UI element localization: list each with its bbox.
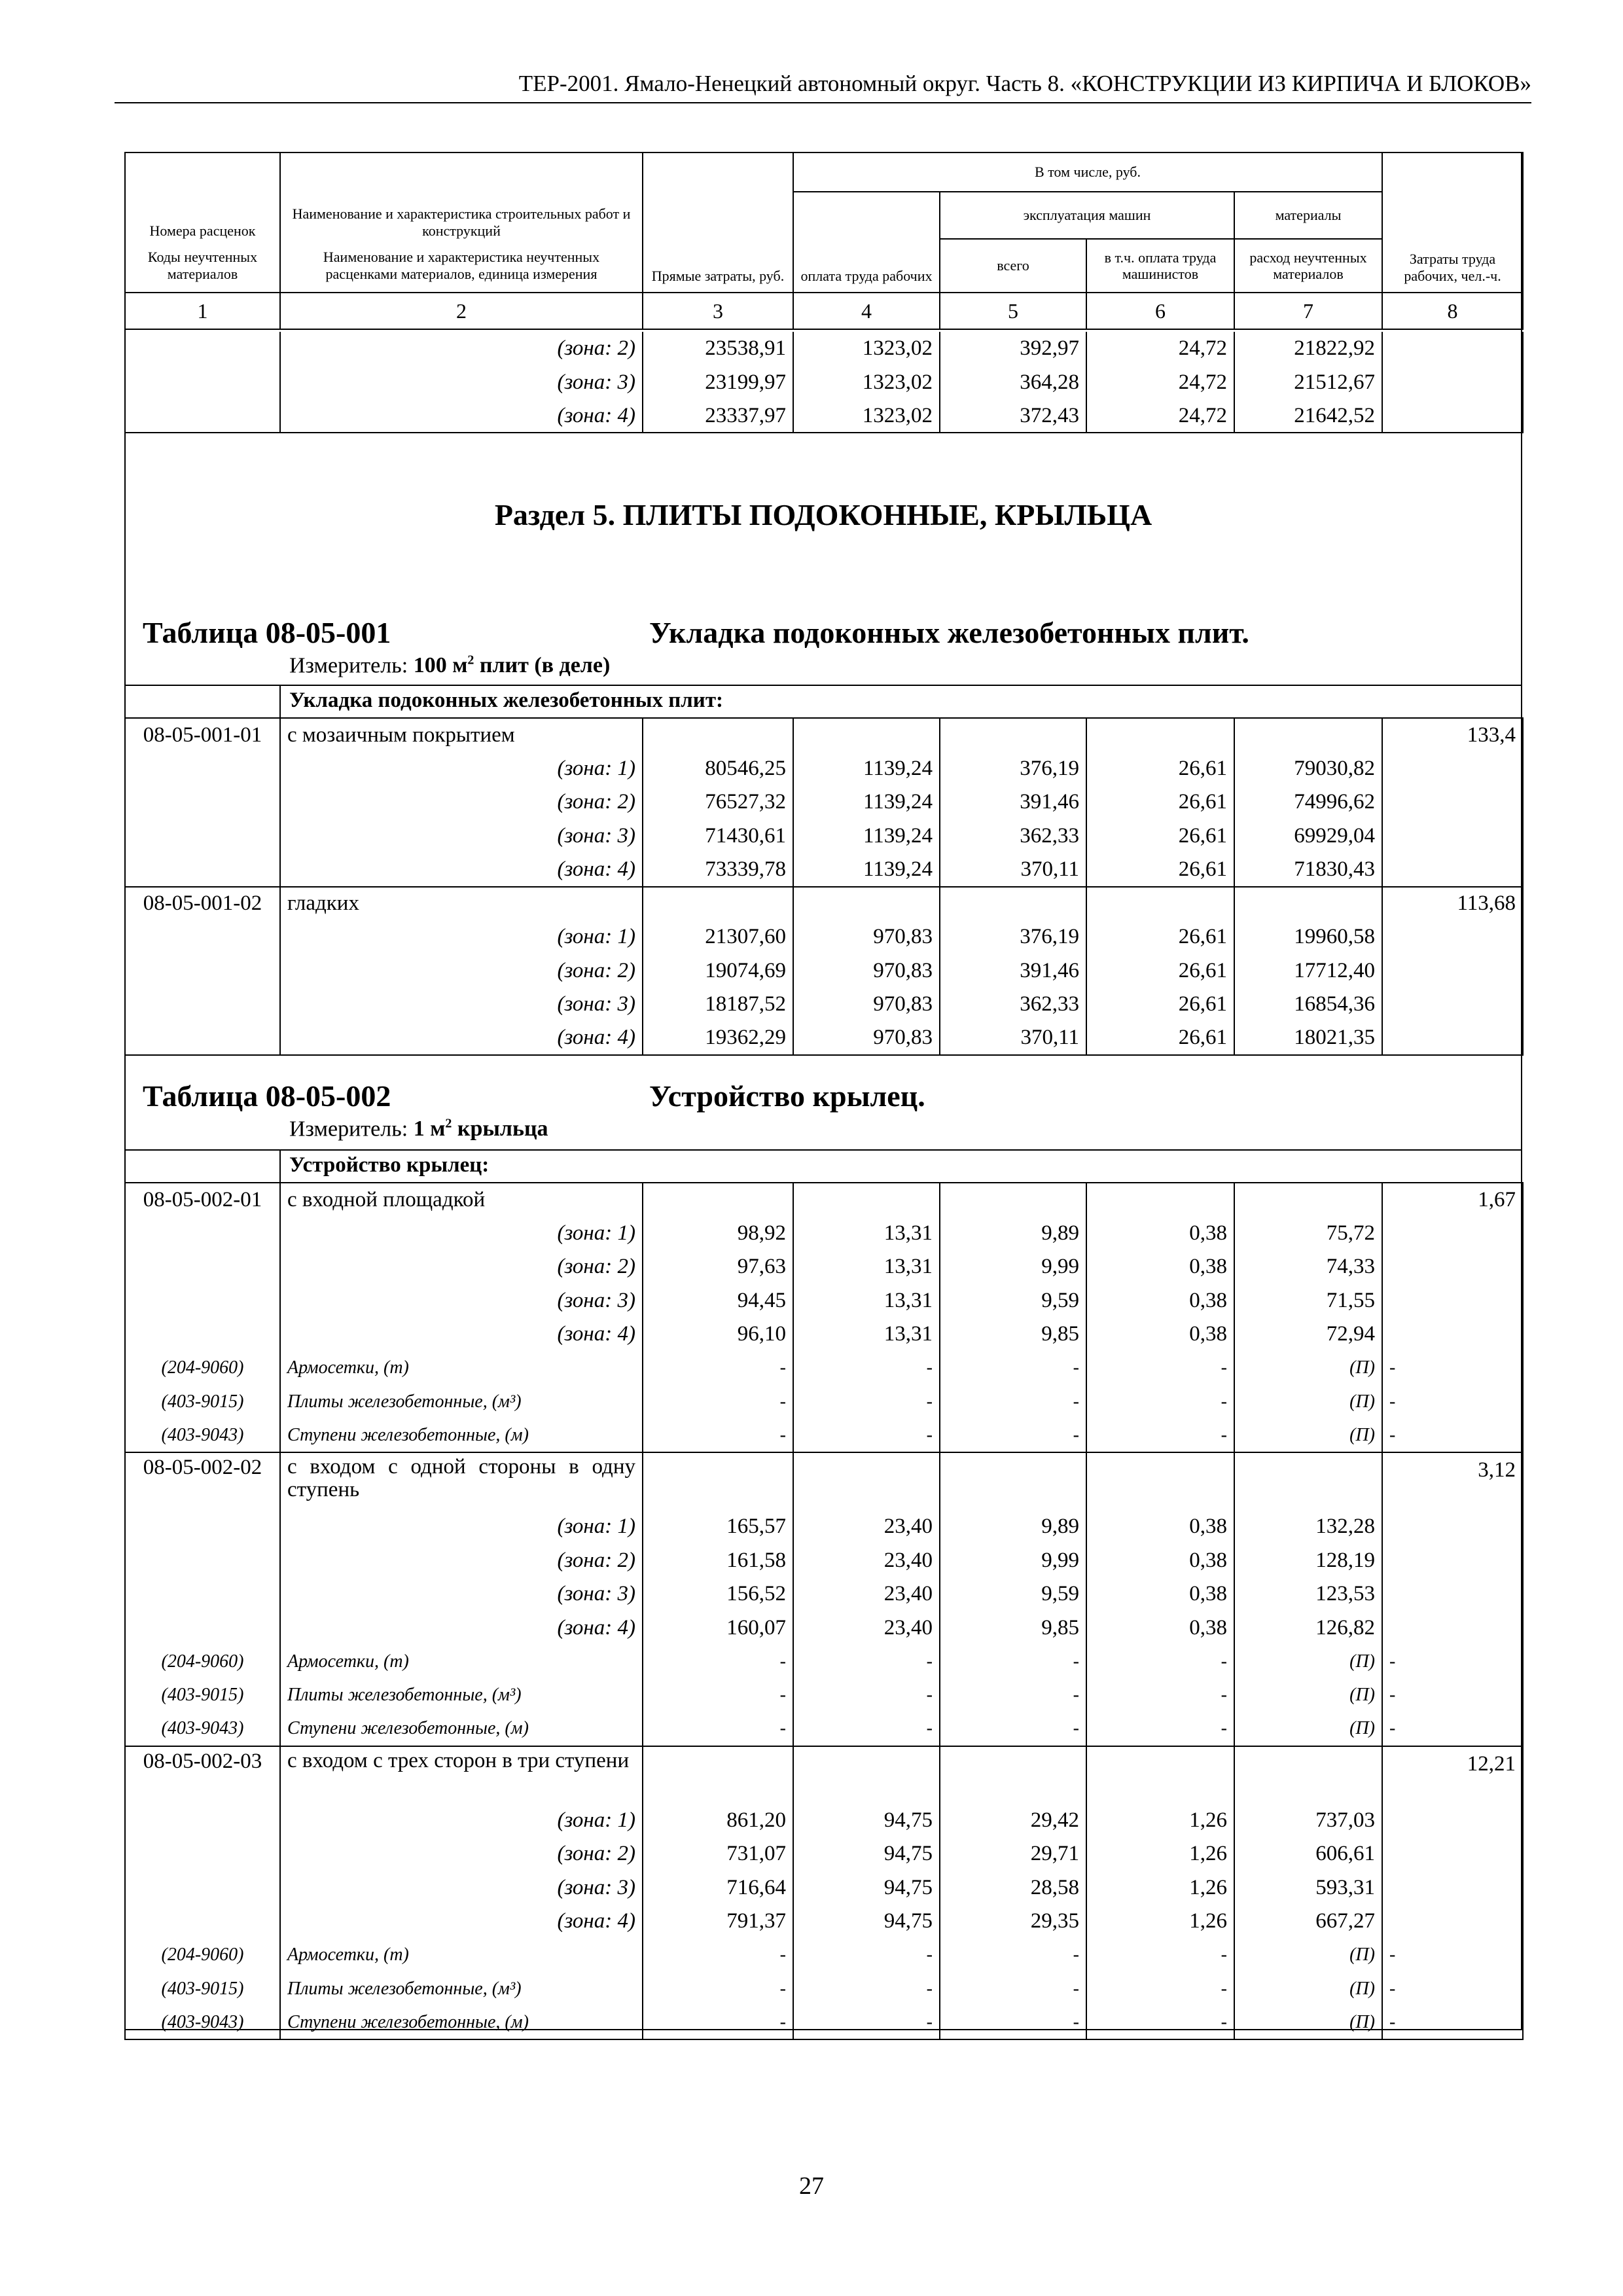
material-cell: - [1086,2006,1234,2040]
value-cell: 18021,35 [1234,1022,1382,1056]
material-cell: - [940,1645,1086,1679]
value-cell: 156,52 [643,1577,793,1611]
rate-name: с входом с одной стороны в одну ступень [280,1452,643,1510]
material-cell: - [643,1712,793,1746]
value-cell: 1,26 [1086,1871,1234,1905]
value-cell: 370,11 [940,1022,1086,1056]
value-cell: 9,85 [940,1318,1086,1352]
value-cell: 0,38 [1086,1250,1234,1284]
value-cell: 123,53 [1234,1577,1382,1611]
value-cell: 94,45 [643,1284,793,1318]
value-cell: 76527,32 [643,785,793,819]
meter-prefix: Измеритель: [289,653,408,678]
value-cell: 0,38 [1086,1217,1234,1251]
zone-label: (зона: 2) [280,1544,643,1578]
value-cell: 23,40 [793,1510,940,1544]
zone-label: (зона: 2) [280,785,643,819]
value-cell: 9,89 [940,1510,1086,1544]
value-cell: 13,31 [793,1318,940,1352]
meter-prefix: Измеритель: [289,1117,408,1141]
material-code: (204-9060) [125,1939,280,1973]
zone-label: (зона: 3) [280,1284,643,1318]
material-cell: - [1086,1385,1234,1419]
value-cell: 17712,40 [1234,954,1382,988]
rate-code: 08-05-001-02 [125,887,280,921]
material-cell: (П) [1234,1972,1382,2006]
material-name: Ступени железобетонные, (м) [280,1419,643,1453]
material-cell: - [793,1419,940,1453]
hdr-mat-usage: расход неучтенных материалов [1234,239,1382,293]
material-cell: - [940,1712,1086,1746]
material-name: Армосетки, (т) [280,1939,643,1973]
value-cell: 79030,82 [1234,752,1382,786]
material-cell: (П) [1234,1385,1382,1419]
material-name: Ступени железобетонные, (м) [280,1712,643,1746]
value-cell: 9,59 [940,1577,1086,1611]
value-cell: 1139,24 [793,752,940,786]
material-cell: - [643,1645,793,1679]
zone-label: (зона: 1) [280,920,643,954]
value-cell: 94,75 [793,1871,940,1905]
zone-label: (зона: 4) [280,1905,643,1939]
section-title: Раздел 5. ПЛИТЫ ПОДОКОННЫЕ, КРЫЛЬЦА [494,498,1152,531]
value-cell: 970,83 [793,954,940,988]
value-cell: 731,07 [643,1837,793,1871]
rate-name: гладких [280,887,643,921]
meter-value: 1 м [413,1117,446,1141]
value-cell: 970,83 [793,988,940,1022]
material-code: (403-9015) [125,1679,280,1713]
value-cell: 0,38 [1086,1318,1234,1352]
zone-label: (зона: 4) [280,1022,643,1056]
value-cell: 128,19 [1234,1544,1382,1578]
material-cell: - [793,1712,940,1746]
value-cell: 23,40 [793,1544,940,1578]
zone-label: (зона: 1) [280,1804,643,1838]
hdr-including: В том числе, руб. [793,152,1382,192]
material-cell: - [643,1972,793,2006]
material-cell: - [643,1352,793,1386]
material-labor: - [1382,1972,1523,2006]
value-cell: 392,97 [940,332,1086,366]
value-cell: 0,38 [1086,1510,1234,1544]
value-cell: 364,28 [940,366,1086,400]
value-cell: 0,38 [1086,1577,1234,1611]
value-cell: 74996,62 [1234,785,1382,819]
hdr-materials: материалы [1234,192,1382,239]
material-labor: - [1382,1679,1523,1713]
hdr-work-name: Наименование и характеристика строительных работ и конструкций [280,152,643,239]
value-cell: 94,75 [793,1837,940,1871]
value-cell: 80546,25 [643,752,793,786]
value-cell: 593,31 [1234,1871,1382,1905]
col-num: 4 [793,293,940,329]
col-num: 1 [125,293,280,329]
zone-label: (зона: 2) [280,1837,643,1871]
value-cell: 23538,91 [643,332,793,366]
value-cell: 160,07 [643,1611,793,1645]
value-cell: 29,42 [940,1804,1086,1838]
material-cell: - [643,1679,793,1713]
material-cell: - [940,2006,1086,2040]
meter-suffix: плит (в деле) [474,653,611,678]
material-cell: - [643,1939,793,1973]
value-cell: 26,61 [1086,920,1234,954]
value-cell: 1323,02 [793,366,940,400]
zone-label: (зона: 4) [280,853,643,887]
table1-title: Таблица 08-05-001 [143,616,391,649]
material-labor: - [1382,1352,1523,1386]
material-code: (403-9043) [125,1419,280,1453]
value-cell: 606,61 [1234,1837,1382,1871]
table2-title: Таблица 08-05-002 [143,1079,391,1113]
zone-label: (зона: 4) [280,1611,643,1645]
value-cell: 26,61 [1086,1022,1234,1056]
value-cell: 71830,43 [1234,853,1382,887]
material-code: (204-9060) [125,1645,280,1679]
value-cell: 1323,02 [793,332,940,366]
meter-sup: 2 [445,1117,452,1131]
value-cell: 21307,60 [643,920,793,954]
zone-label: (зона: 4) [280,1318,643,1352]
hdr-mat-name: Наименование и характеристика неучтенных расценками материалов, единица измерения [280,239,643,293]
material-cell: - [940,1939,1086,1973]
value-cell: 791,37 [643,1905,793,1939]
zone-label: (зона: 1) [280,752,643,786]
value-cell: 165,57 [643,1510,793,1544]
labor-cost: 3,12 [1382,1452,1523,1510]
zone-label: (зона: 2) [280,954,643,988]
value-cell: 21512,67 [1234,366,1382,400]
value-cell: 126,82 [1234,1611,1382,1645]
zone-label: (зона: 4) [280,399,643,433]
material-name: Плиты железобетонные, (м³) [280,1385,643,1419]
hdr-direct-costs: Прямые затраты, руб. [643,152,793,293]
table2-name: Устройство крылец. [649,1079,925,1113]
value-cell: 26,61 [1086,752,1234,786]
value-cell: 72,94 [1234,1318,1382,1352]
value-cell: 26,61 [1086,954,1234,988]
material-name: Армосетки, (т) [280,1352,643,1386]
material-cell: (П) [1234,1939,1382,1973]
value-cell: 132,28 [1234,1510,1382,1544]
value-cell: 0,38 [1086,1544,1234,1578]
material-cell: (П) [1234,1712,1382,1746]
material-cell: - [793,1352,940,1386]
value-cell: 970,83 [793,1022,940,1056]
material-code: (204-9060) [125,1352,280,1386]
value-cell: 26,61 [1086,988,1234,1022]
rate-name: с входом с трех сторон в три ступени [280,1746,643,1804]
value-cell: 13,31 [793,1284,940,1318]
material-labor: - [1382,1939,1523,1973]
value-cell: 19074,69 [643,954,793,988]
value-cell: 18187,52 [643,988,793,1022]
value-cell: 23,40 [793,1577,940,1611]
material-code: (403-9015) [125,1972,280,2006]
col-num: 7 [1234,293,1382,329]
material-name: Ступени железобетонные, (м) [280,2006,643,2040]
running-header: ТЕР-2001. Ямало-Ненецкий автономный округ. Часть 8. «КОНСТРУКЦИИ ИЗ КИРПИЧА И БЛОКОВ» [115,71,1531,103]
zone-label: (зона: 3) [280,988,643,1022]
value-cell: 73339,78 [643,853,793,887]
rate-code: 08-05-002-03 [125,1746,280,1804]
material-cell: - [643,2006,793,2040]
material-cell: - [1086,1352,1234,1386]
meter-sup: 2 [467,653,474,668]
value-cell: 362,33 [940,988,1086,1022]
material-labor: - [1382,1385,1523,1419]
value-cell: 71,55 [1234,1284,1382,1318]
value-cell: 362,33 [940,819,1086,853]
material-cell: - [793,1939,940,1973]
value-cell: 69929,04 [1234,819,1382,853]
value-cell: 667,27 [1234,1905,1382,1939]
labor-cost: 1,67 [1382,1183,1523,1217]
value-cell: 29,71 [940,1837,1086,1871]
value-cell: 74,33 [1234,1250,1382,1284]
value-cell: 94,75 [793,1804,940,1838]
hdr-total: всего [940,239,1086,293]
material-cell: - [940,1419,1086,1453]
material-labor: - [1382,1419,1523,1453]
zone-label: (зона: 3) [280,366,643,400]
value-cell: 13,31 [793,1250,940,1284]
meter-value: 100 м [413,653,468,678]
value-cell: 98,92 [643,1217,793,1251]
value-cell: 970,83 [793,920,940,954]
rate-code: 08-05-002-01 [125,1183,280,1217]
value-cell: 26,61 [1086,853,1234,887]
value-cell: 24,72 [1086,399,1234,433]
value-cell: 96,10 [643,1318,793,1352]
hdr-labor-pay: оплата труда рабочих [793,192,940,293]
zone-label: (зона: 3) [280,1577,643,1611]
value-cell: 19960,58 [1234,920,1382,954]
hdr-machines: эксплуатация машин [940,192,1234,239]
zone-label: (зона: 2) [280,1250,643,1284]
material-cell: (П) [1234,1679,1382,1713]
table1-name: Укладка подоконных железобетонных плит. [649,616,1249,649]
material-labor: - [1382,1712,1523,1746]
value-cell: 21642,52 [1234,399,1382,433]
value-cell: 1,26 [1086,1804,1234,1838]
value-cell: 23199,97 [643,366,793,400]
value-cell: 0,38 [1086,1611,1234,1645]
col-num: 3 [643,293,793,329]
rate-code: 08-05-001-01 [125,718,280,752]
value-cell: 21822,92 [1234,332,1382,366]
material-cell: (П) [1234,1645,1382,1679]
material-cell: - [1086,1972,1234,2006]
value-cell: 161,58 [643,1544,793,1578]
material-cell: - [793,1645,940,1679]
material-cell: - [1086,1419,1234,1453]
value-cell: 1139,24 [793,785,940,819]
zone-label: (зона: 1) [280,1217,643,1251]
table2-subhead: Устройство крылец: [289,1153,490,1177]
value-cell: 1139,24 [793,819,940,853]
value-cell: 1139,24 [793,853,940,887]
value-cell: 9,99 [940,1250,1086,1284]
value-cell: 75,72 [1234,1217,1382,1251]
material-cell: - [940,1385,1086,1419]
value-cell: 24,72 [1086,332,1234,366]
zone-label: (зона: 2) [280,332,643,366]
hdr-rate-numbers: Номера расценок [125,152,280,239]
meter-suffix: крыльца [452,1117,548,1141]
material-name: Плиты железобетонные, (м³) [280,1679,643,1713]
value-cell: 391,46 [940,954,1086,988]
material-cell: - [793,1385,940,1419]
value-cell: 376,19 [940,920,1086,954]
value-cell: 9,59 [940,1284,1086,1318]
zone-label: (зона: 3) [280,1871,643,1905]
value-cell: 24,72 [1086,366,1234,400]
labor-cost: 113,68 [1382,887,1523,921]
material-cell: - [793,2006,940,2040]
value-cell: 26,61 [1086,819,1234,853]
material-cell: - [940,1972,1086,2006]
value-cell: 97,63 [643,1250,793,1284]
material-cell: - [1086,1712,1234,1746]
rate-code: 08-05-002-02 [125,1452,280,1510]
value-cell: 1,26 [1086,1837,1234,1871]
hdr-codes: Коды неучтенных материалов [125,239,280,293]
value-cell: 716,64 [643,1871,793,1905]
value-cell: 376,19 [940,752,1086,786]
page-frame [124,152,1522,2030]
table1-subhead: Укладка подоконных железобетонных плит: [289,689,724,712]
value-cell: 9,99 [940,1544,1086,1578]
value-cell: 13,31 [793,1217,940,1251]
value-cell: 19362,29 [643,1022,793,1056]
rate-name: с входной площадкой [280,1183,643,1217]
material-cell: (П) [1234,1352,1382,1386]
material-cell: - [1086,1939,1234,1973]
labor-cost: 12,21 [1382,1746,1523,1804]
material-cell: - [1086,1679,1234,1713]
value-cell: 1,26 [1086,1905,1234,1939]
labor-cost: 133,4 [1382,718,1523,752]
material-cell: - [643,1419,793,1453]
zone-label: (зона: 1) [280,1510,643,1544]
material-name: Армосетки, (т) [280,1645,643,1679]
value-cell: 16854,36 [1234,988,1382,1022]
value-cell: 28,58 [940,1871,1086,1905]
material-cell: - [940,1679,1086,1713]
value-cell: 370,11 [940,853,1086,887]
material-cell: (П) [1234,2006,1382,2040]
material-labor: - [1382,1645,1523,1679]
value-cell: 1323,02 [793,399,940,433]
material-cell: - [793,1972,940,2006]
hdr-labor-cost: Затраты труда рабочих, чел.-ч. [1382,152,1523,293]
page-number: 27 [799,2172,824,2200]
rate-name: с мозаичным покрытием [280,718,643,752]
material-code: (403-9043) [125,2006,280,2040]
value-cell: 737,03 [1234,1804,1382,1838]
value-cell: 9,85 [940,1611,1086,1645]
material-cell: - [940,1352,1086,1386]
hdr-incl-pay: в т.ч. оплата труда машинистов [1086,239,1234,293]
value-cell: 23,40 [793,1611,940,1645]
col-num: 2 [280,293,643,329]
material-name: Плиты железобетонные, (м³) [280,1972,643,2006]
material-cell: - [643,1385,793,1419]
value-cell: 861,20 [643,1804,793,1838]
value-cell: 391,46 [940,785,1086,819]
value-cell: 0,38 [1086,1284,1234,1318]
zone-label: (зона: 3) [280,819,643,853]
material-cell: (П) [1234,1419,1382,1453]
value-cell: 29,35 [940,1905,1086,1939]
material-code: (403-9043) [125,1712,280,1746]
col-num: 5 [940,293,1086,329]
material-code: (403-9015) [125,1385,280,1419]
material-cell: - [1086,1645,1234,1679]
value-cell: 26,61 [1086,785,1234,819]
col-num: 6 [1086,293,1234,329]
value-cell: 94,75 [793,1905,940,1939]
value-cell: 372,43 [940,399,1086,433]
col-num: 8 [1382,293,1523,329]
value-cell: 23337,97 [643,399,793,433]
value-cell: 71430,61 [643,819,793,853]
value-cell: 9,89 [940,1217,1086,1251]
material-cell: - [793,1679,940,1713]
material-labor: - [1382,2006,1523,2040]
